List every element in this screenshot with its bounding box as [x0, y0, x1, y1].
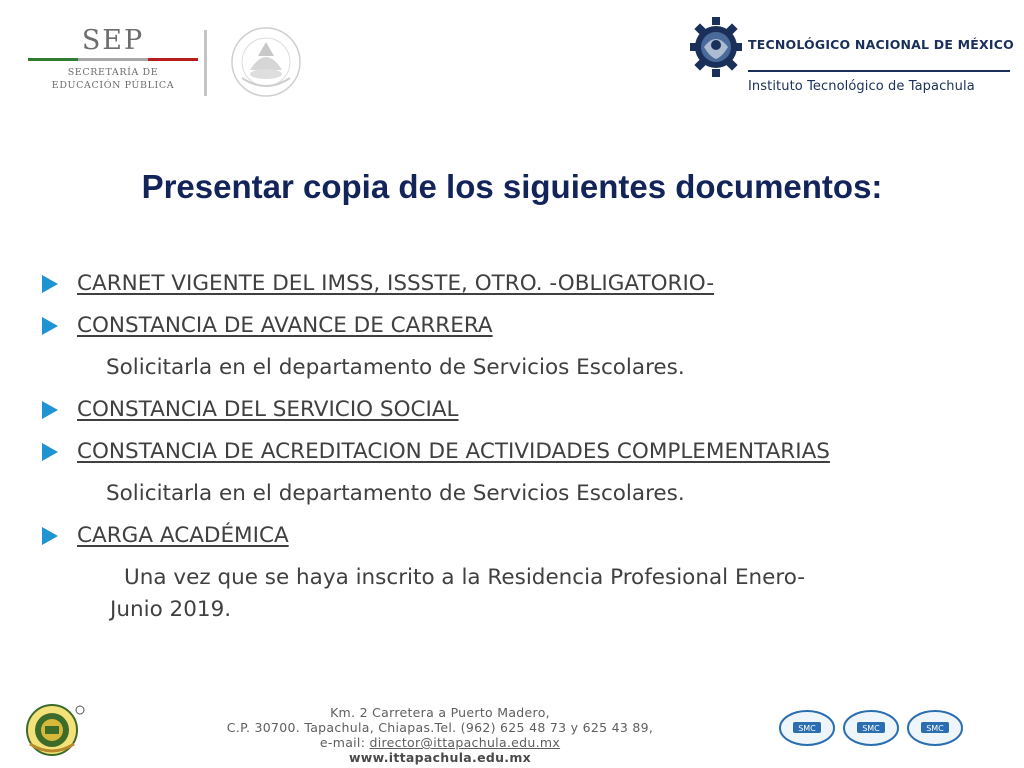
list-item-label: CONSTANCIA DEL SERVICIO SOCIAL [77, 397, 459, 422]
bullet-arrow-icon [42, 275, 58, 293]
list-item [38, 394, 998, 436]
list-item [38, 436, 998, 478]
document-list [38, 268, 998, 630]
certification-badge-icon [842, 708, 900, 748]
footer-address: Km. 2 Carretera a Puerto Madero, [330, 705, 550, 720]
certification-badge-icon [906, 708, 964, 748]
certification-badge-label: SMC [862, 724, 880, 733]
list-item-label: CARGA ACADÉMICA [77, 523, 289, 548]
footer-email-prefix: e-mail: [319, 735, 370, 750]
sep-logo-rule [28, 58, 198, 61]
footer-email-row [200, 735, 680, 750]
list-item-note-line2: Junio 2019. [110, 597, 232, 622]
list-item [38, 520, 998, 562]
bullet-arrow-icon [42, 443, 58, 461]
slide-title: Presentar copia de los siguientes documentos: [141, 168, 883, 205]
list-item [38, 310, 998, 352]
tecnm-name: TECNOLÓGICO NACIONAL DE MÉXICO [748, 37, 1014, 52]
certification-badge-icon [778, 708, 836, 748]
certification-badge-label: SMC [926, 724, 944, 733]
footer-website[interactable]: www.ittapachula.edu.mx [348, 750, 532, 765]
footer-email-link[interactable]: director@ittapachula.edu.mx [369, 735, 561, 750]
mexican-coat-of-arms-icon [220, 22, 312, 100]
sep-logo-block [28, 26, 198, 92]
footer-contact [200, 705, 680, 765]
list-item-note [38, 562, 998, 630]
sep-logo: SEP [81, 25, 145, 56]
list-item-label: CARNET VIGENTE DEL IMSS, ISSSTE, OTRO. -OBLIGATORIO- [77, 271, 715, 296]
list-item-note: Solicitarla en el departamento de Servicios Escolares. [106, 481, 685, 506]
list-item-label: CONSTANCIA DE ACREDITACION DE ACTIVIDADES COMPLEMENTARIAS [77, 439, 830, 464]
footer-phone: C.P. 30700. Tapachula, Chiapas.Tel. (962) 625 48 73 y 625 43 89, [226, 720, 654, 735]
list-item-note-line1: Una vez que se haya inscrito a la Residencia Profesional Enero- [124, 565, 806, 590]
institute-emblem-icon [18, 702, 90, 758]
certification-badge-label: SMC [798, 724, 816, 733]
bullet-arrow-icon [42, 401, 58, 419]
header-divider [204, 30, 207, 96]
list-item-label: CONSTANCIA DE AVANCE DE CARRERA [77, 313, 493, 338]
list-item [38, 268, 998, 310]
sep-subtitle-line2: EDUCACIÓN PÚBLICA [51, 80, 175, 91]
institute-name: Instituto Tecnológico de Tapachula [748, 79, 975, 94]
list-item-note: Solicitarla en el departamento de Servicios Escolares. [106, 355, 685, 380]
sep-subtitle-line1: SECRETARÍA DE [67, 67, 159, 78]
certification-badges [778, 708, 978, 748]
bullet-arrow-icon [42, 317, 58, 335]
tecnm-rule [748, 70, 1010, 72]
bullet-arrow-icon [42, 527, 58, 545]
tecnm-logo-icon [690, 17, 742, 77]
